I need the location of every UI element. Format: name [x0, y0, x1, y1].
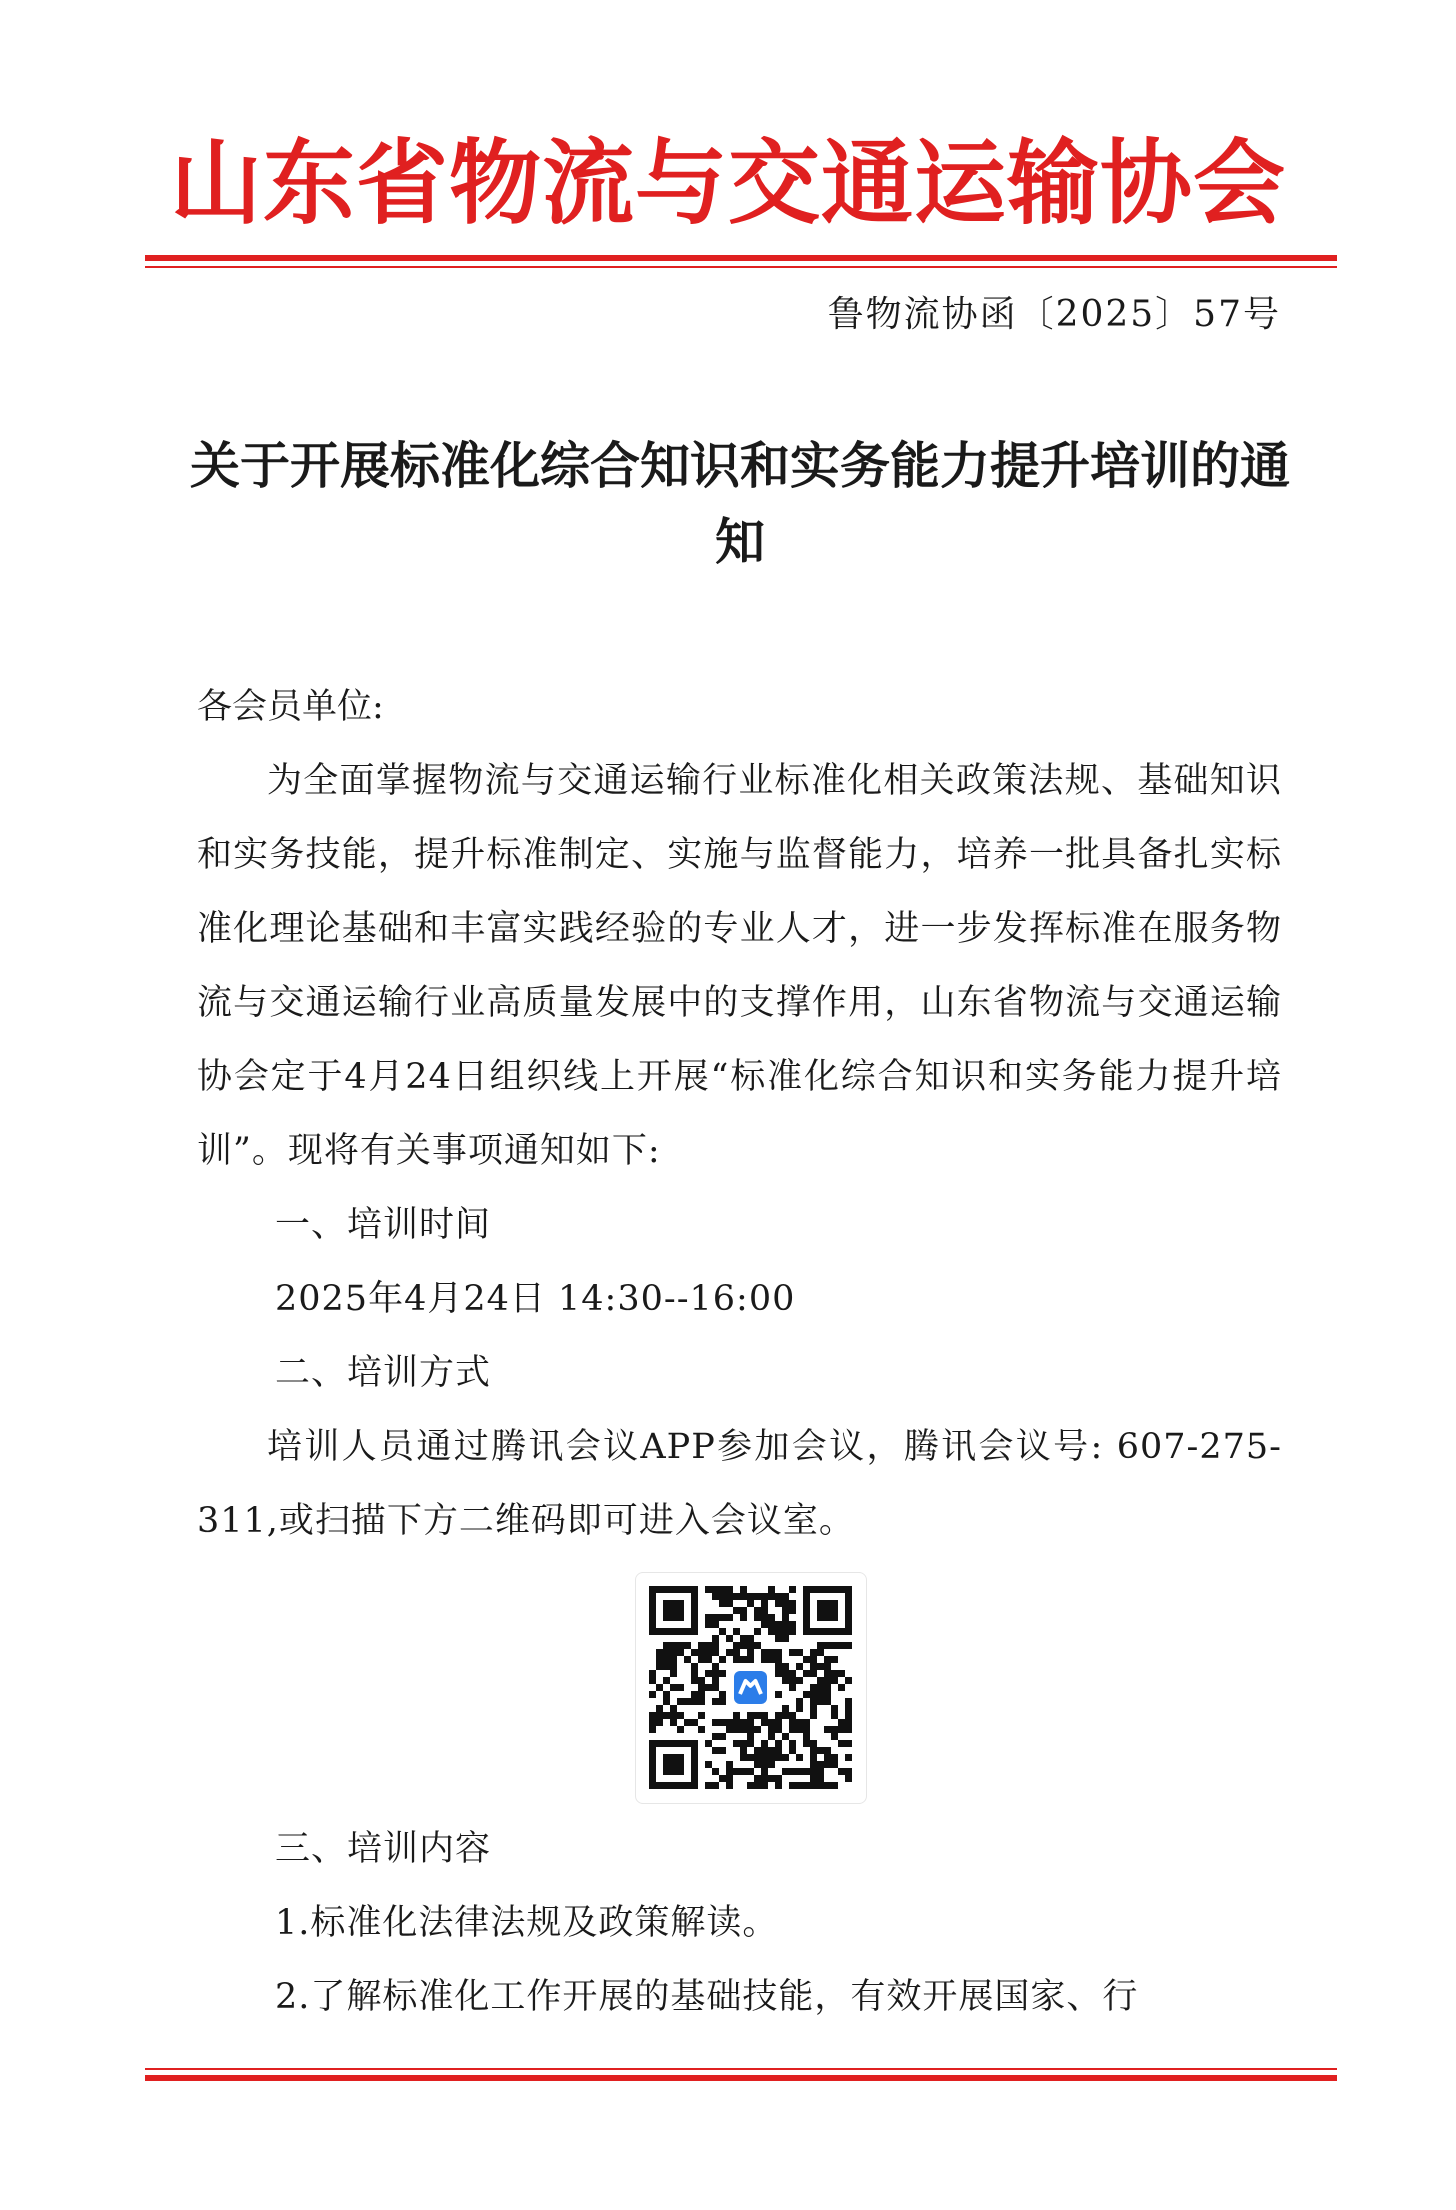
notice-title: 关于开展标准化综合知识和实务能力提升培训的通知	[190, 437, 1290, 571]
footer-divider	[145, 2068, 1337, 2081]
document-number: 鲁物流协函〔2025〕57号	[827, 294, 1281, 335]
method-paragraph: 培训人员通过腾讯会议APP参加会议，腾讯会议号: 607-275-311,或扫描下方二维码即可进入会议室。	[197, 1427, 1282, 1541]
org-letterhead: 山东省物流与交通运输协会	[169, 129, 1286, 237]
qr-code-image	[636, 1573, 866, 1803]
content-item: 2.了解标准化工作开展的基础技能，有效开展国家、行	[275, 1977, 1139, 2017]
notice-body	[197, 744, 1282, 1558]
intro-paragraph: 为全面掌握物流与交通运输行业标准化相关政策法规、基础知识和实务技能，提升标准制定、实施与监督能力，培养一批具备扎实标准化理论基础和丰富实践经验的专业人才，进一步发挥标准在服务物流与交通运输行业高质量发展中的支撑作用，山东省物流与交通运输协会定于4月24日组织线上开展“标准化综合知识和实务能力提升培训”。现将有关事项通知如下:	[197, 761, 1282, 1171]
content-section	[197, 1812, 1282, 2034]
training-time: 2025年4月24日 14:30--16:00	[275, 1279, 796, 1319]
section-heading-content: 三、培训内容	[275, 1829, 492, 1869]
content-item: 1.标准化法律法规及政策解读。	[275, 1903, 779, 1943]
letterhead-divider	[145, 255, 1337, 268]
salutation: 各会员单位:	[197, 687, 384, 727]
meeting-qr-code[interactable]	[635, 1572, 867, 1804]
section-heading-time: 一、培训时间	[275, 1205, 492, 1245]
section-heading-method: 二、培训方式	[275, 1353, 492, 1393]
